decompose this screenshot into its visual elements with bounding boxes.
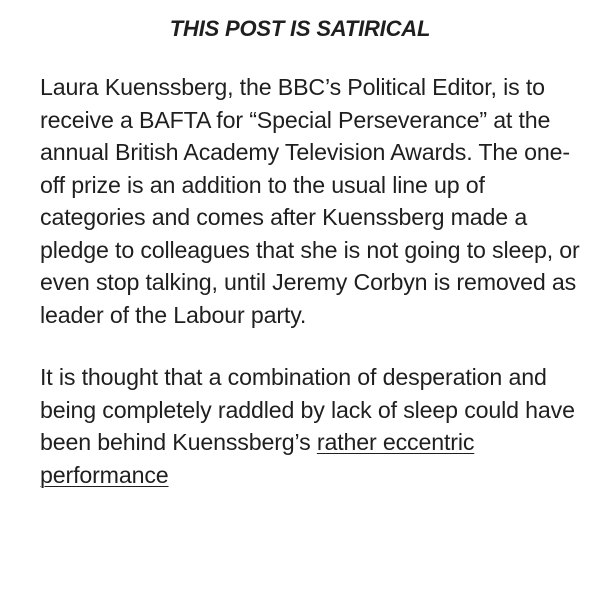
satire-disclaimer-heading: THIS POST IS SATIRICAL [169, 16, 431, 41]
article-body [40, 0, 585, 491]
article-paragraph-1: Laura Kuenssberg, the BBC’s Political Editor, is to receive a BAFTA for “Special Perseverance” at the annual British Academy Television Awards. The one-off prize is an addition to the usual line up of categories and comes after Kuenssberg made a pledge to colleagues that she is not going to sleep, or even stop talking, until Jeremy Corbyn is removed as leader of the Labour party. [40, 74, 580, 328]
eccentric-performance-link[interactable]: rather eccentric performance [40, 429, 475, 488]
article-paragraph-2 [40, 361, 585, 491]
article-paragraph-2-text: It is thought that a combination of desperation and being completely raddled by lack of sleep could have been behind Kuenssberg’s [40, 364, 575, 455]
